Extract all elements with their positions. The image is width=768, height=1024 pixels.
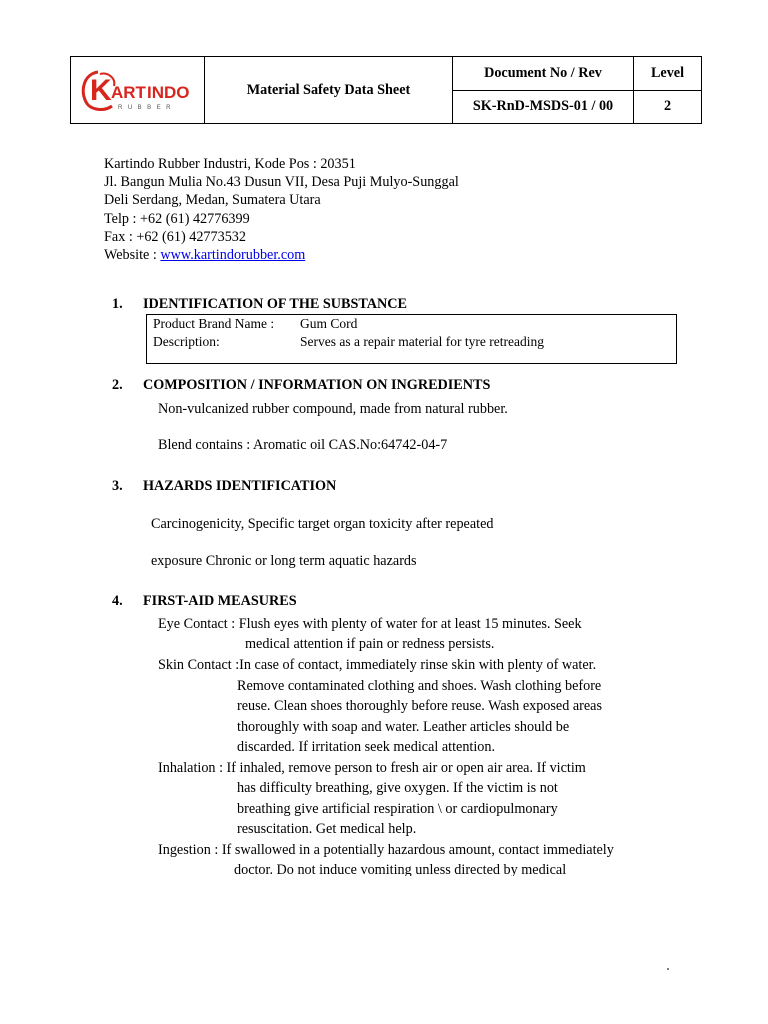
section-2-title: COMPOSITION / INFORMATION ON INGREDIENTS <box>143 377 491 393</box>
section-1-number: 1. <box>112 296 123 312</box>
section-3-title: HAZARDS IDENTIFICATION <box>143 478 337 494</box>
website-label: Website : <box>104 247 161 264</box>
inhalation-line-4: resuscitation. Get medical help. <box>237 821 417 837</box>
description-value: Serves as a repair material for tyre retreading <box>300 334 545 349</box>
address-line-2: Jl. Bangun Mulia No.43 Dusun VII, Desa Puji Mulyo-Sunggal <box>104 174 459 191</box>
svg-text:ART: ART <box>110 83 146 102</box>
hazards-text-1: Carcinogenicity, Specific target organ toxicity after repeated <box>151 516 494 532</box>
level-value: 2 <box>634 90 702 124</box>
logo-cell <box>71 57 205 124</box>
section-3-number: 3. <box>112 478 123 494</box>
identification-box <box>146 314 677 364</box>
svg-text:RUBBER: RUBBER <box>117 105 176 111</box>
website-link[interactable]: www.kartindorubber.com <box>160 247 306 264</box>
section-2-number: 2. <box>112 377 123 393</box>
telephone: Telp : +62 (61) 42776399 <box>104 210 250 227</box>
address-line-1: Kartindo Rubber Industri, Kode Pos : 20351 <box>104 156 356 172</box>
svg-text:K: K <box>89 74 112 107</box>
skin-contact-line-4: thoroughly with soap and water. Leather articles should be <box>237 719 570 735</box>
description-label: Description: <box>153 334 220 349</box>
hazards-text-2: exposure Chronic or long term aquatic hazards <box>151 553 417 569</box>
section-1-title: IDENTIFICATION OF THE SUBSTANCE <box>143 296 407 312</box>
document-title: Material Safety Data Sheet <box>205 57 453 124</box>
inhalation-line-2: has difficulty breathing, give oxygen. If the victim is not <box>237 780 558 796</box>
svg-text:INDO: INDO <box>146 83 189 102</box>
skin-contact-line-3: reuse. Clean shoes thoroughly before reuse. Wash exposed areas <box>237 698 602 714</box>
eye-contact-line-1: Eye Contact : Flush eyes with plenty of water for at least 15 minutes. Seek <box>158 616 582 632</box>
section-4-number: 4. <box>112 593 123 609</box>
skin-contact-line-1: Skin Contact :In case of contact, immediately rinse skin with plenty of water. <box>158 657 597 673</box>
composition-text: Non-vulcanized rubber compound, made from natural rubber. <box>158 401 508 417</box>
document-no-value: SK-RnD-MSDS-01 / 00 <box>453 90 634 124</box>
document-no-label: Document No / Rev <box>453 57 634 91</box>
brand-name-label: Product Brand Name : <box>153 316 275 331</box>
stray-mark <box>667 968 669 970</box>
inhalation-line-1: Inhalation : If inhaled, remove person to fresh air or open air area. If victim <box>158 760 586 776</box>
company-logo <box>78 68 198 112</box>
section-4-title: FIRST-AID MEASURES <box>143 593 297 609</box>
level-label: Level <box>634 57 702 91</box>
company-address <box>104 155 459 264</box>
ingestion-line-1: Ingestion : If swallowed in a potentially hazardous amount, contact immediately <box>158 842 614 858</box>
inhalation-line-3: breathing give artificial respiration \ or cardiopulmonary <box>237 801 558 817</box>
brand-name-value: Gum Cord <box>300 316 358 331</box>
ingestion-line-2: doctor. Do not induce vomiting unless directed by medical <box>234 862 567 876</box>
address-line-3: Deli Serdang, Medan, Sumatera Utara <box>104 192 321 209</box>
skin-contact-line-5: discarded. If irritation seek medical attention. <box>237 739 496 755</box>
eye-contact-line-2: medical attention if pain or redness persists. <box>245 636 495 652</box>
blend-text: Blend contains : Aromatic oil CAS.No:64742-04-7 <box>158 437 448 453</box>
website-line <box>104 246 459 264</box>
fax: Fax : +62 (61) 42773532 <box>104 228 246 245</box>
header-table <box>70 56 702 124</box>
skin-contact-line-2: Remove contaminated clothing and shoes. Wash clothing before <box>237 678 602 694</box>
